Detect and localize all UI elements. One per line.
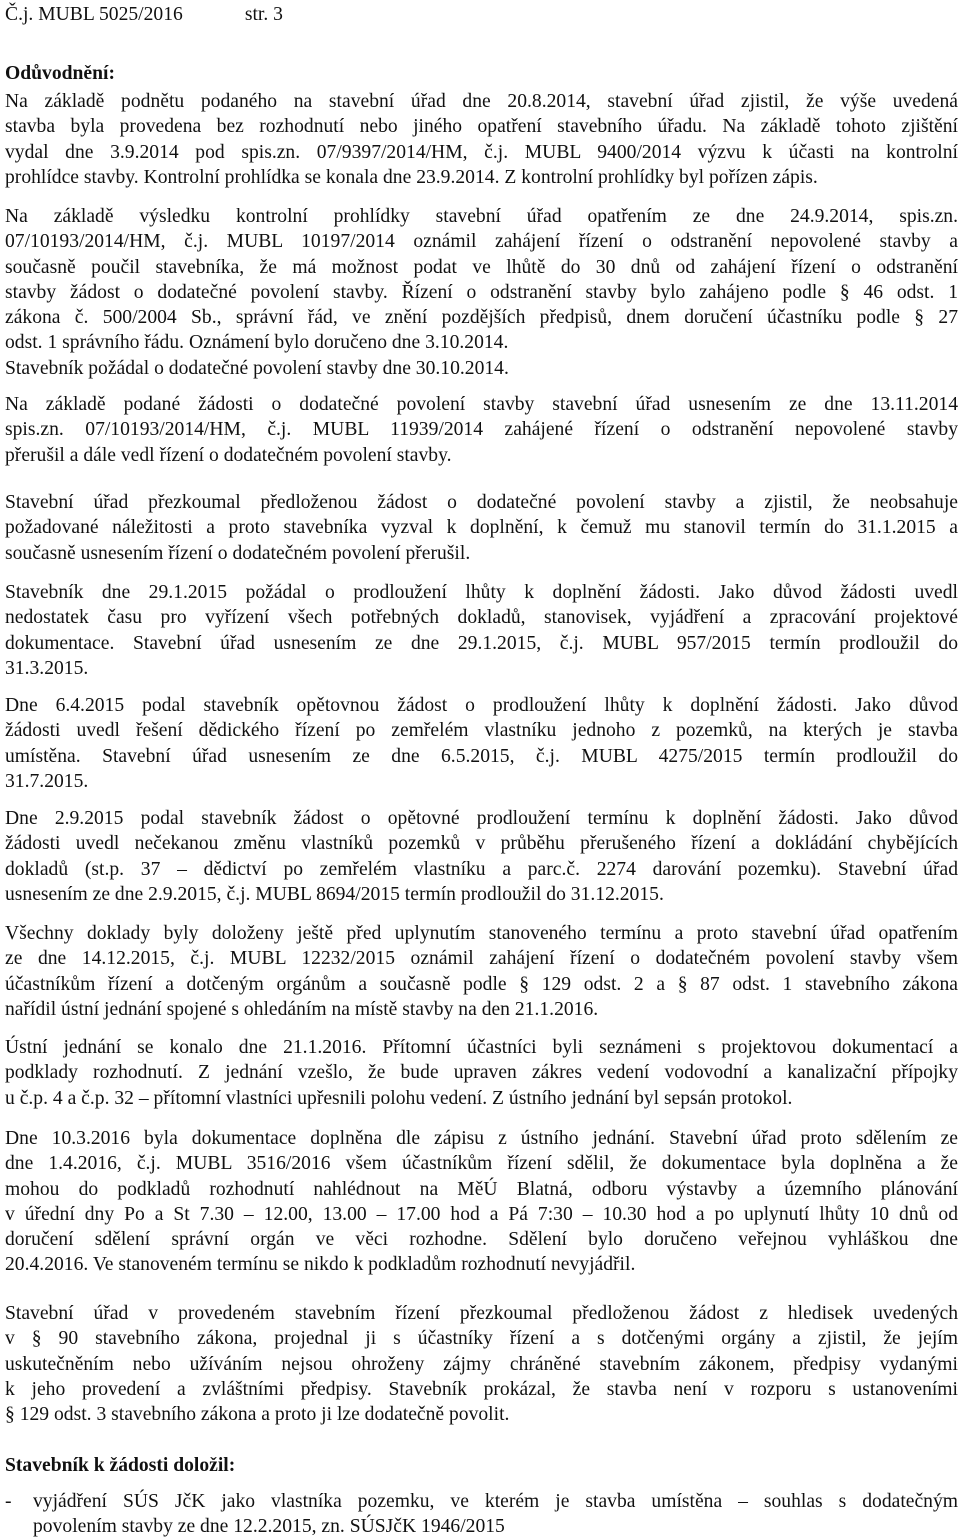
paragraph-line: 07/10193/2014/HM, č.j. MUBL 10197/2014 oznámil zahájení řízení o odstranění nepovolené stavby a: [5, 231, 958, 253]
paragraph-line: žádosti uvedl nečekanou změnu vlastníků pozemků v průběhu přerušeného řízení a dokládání chybějících: [5, 833, 958, 855]
paragraph-line: zákona č. 500/2004 Sb., správní řád, ve znění pozdějších předpisů, dnem doručení účastníku podle § 27: [5, 307, 958, 329]
paragraph-line: v úřední dny Po a St 7.30 – 12.00, 13.00 – 17.00 hod a Pá 7:30 – 10.30 hod a po uplynutí lhůty 10 dnů od: [5, 1203, 958, 1225]
paragraph: [5, 392, 958, 468]
paragraph-line: doručení sdělení správní orgán ve věci rozhodne. Sdělení bylo doručeno veřejnou vyhláškou dne: [5, 1229, 958, 1251]
paragraph: [5, 356, 958, 381]
paragraph: [5, 580, 958, 681]
list-item-line: vyjádření SÚS JčK jako vlastníka pozemku, ve kterém je stavba umístěna – souhlas s dodatečným: [33, 1491, 958, 1512]
paragraph-line: dokumentace. Stavební úřad usnesením ze dne 29.1.2015, č.j. MUBL 957/2015 termín prodloužil do: [5, 632, 958, 654]
paragraph: [5, 693, 958, 794]
paragraph-line: Stavebník požádal o dodatečné povolení stavby dne 30.10.2014.: [5, 358, 509, 379]
paragraph-line: nařídil ústní jednání spojené s ohledáním na místě stavby na den 21.1.2016.: [5, 998, 599, 1020]
paragraph-line: usnesením ze dne 2.9.2015, č.j. MUBL 8694/2015 termín prodloužil do 31.12.2015.: [5, 883, 664, 905]
paragraph-line: Dne 10.3.2016 byla dokumentace doplněna dle zápisu z ústního jednání. Stavební úřad proto sdělením ze: [5, 1128, 958, 1149]
paragraph: [5, 204, 958, 356]
paragraph-line: Dne 6.4.2015 podal stavebník opětovnou žádost o prodloužení lhůty k doplnění žádosti. Jako důvod: [5, 695, 958, 716]
reference-number: Č.j. MUBL 5025/2016: [5, 4, 183, 25]
paragraph-line: mohou do podkladů rozhodnutí nahlédnout na MěÚ Blatná, odboru výstavby a územního plánování: [5, 1178, 958, 1200]
paragraph-line: Ústní jednání se konalo dne 21.1.2016. Přítomní účastníci byli seznámeni s projektovou dokumentací a: [5, 1037, 958, 1058]
paragraph-line: stavba byla provedena bez rozhodnutí nebo jiného opatření stavebního úřadu. Na základě tohoto zjištění: [5, 116, 958, 138]
paragraph-line: uskutečněním nebo užíváním nejsou ohroženy zájmy chráněné stavebním zákonem, předpisy vydanými: [5, 1353, 958, 1375]
page-header: [5, 2, 283, 27]
paragraph-line: ze dne 14.12.2015, č.j. MUBL 12232/2015 oznámil zahájení řízení o dodatečném povolení stavby všem: [5, 948, 958, 970]
paragraph: [5, 490, 958, 566]
paragraph-line: § 129 odst. 3 stavebního zákona a proto ji lze dodatečně povolit.: [5, 1404, 510, 1426]
paragraph-line: současně usnesením řízení o dodatečném povolení přerušil.: [5, 542, 471, 564]
paragraph-line: u č.p. 4 a č.p. 32 – přítomní vlastníci upřesnili polohu vedení. Z ústního jednání byl sepsán protokol.: [5, 1087, 793, 1109]
paragraph-line: stavby žádost o dodatečné povolení stavby. Řízení o odstranění stavby bylo zahájeno podle § 46 odst. 1: [5, 281, 958, 303]
paragraph: [5, 806, 958, 907]
paragraph-line: Na základě podnětu podaného na stavební úřad dne 20.8.2014, stavební úřad zjistil, že výše uvedená: [5, 91, 958, 112]
paragraph-line: dokladů (st.p. 37 – dědictví po zemřelém vlastníku a parc.č. 2274 darování pozemku). Stavební úřad: [5, 858, 958, 880]
paragraph: [5, 89, 958, 190]
paragraph: [5, 1035, 958, 1111]
paragraph-line: 31.7.2015.: [5, 770, 89, 792]
paragraph-line: Na základě výsledku kontrolní prohlídky stavební úřad opatřením ze dne 24.9.2014, spis.zn.: [5, 206, 958, 227]
paragraph-line: nedostatek času pro vyřízení všech potřebných dokladů, stanovisek, vyjádření a zpracování projektové: [5, 607, 958, 629]
list-bullet: -: [5, 1491, 12, 1512]
paragraph-line: účastníkům řízení a dotčeným orgánům a současně podle § 129 odst. 2 a § 87 odst. 1 stavebního zákona: [5, 973, 958, 995]
paragraph: [5, 1126, 958, 1278]
paragraph-line: 31.3.2015.: [5, 657, 89, 679]
paragraph-line: 20.4.2016. Ve stanoveném termínu se nikdo k podkladům rozhodnutí nevyjádřil.: [5, 1254, 636, 1276]
paragraph: [5, 1301, 958, 1427]
paragraph-line: přerušil a dále vedl řízení o dodatečném povolení stavby.: [5, 444, 452, 466]
paragraph-line: spis.zn. 07/10193/2014/HM, č.j. MUBL 11939/2014 zahájené řízení o odstranění nepovolené stavby: [5, 419, 958, 441]
section-heading: Odůvodnění:: [5, 63, 115, 84]
paragraph-line: žádosti uvedl řešení dědického řízení po zemřelém vlastníku jednoho z pozemků, na kterých je stavba: [5, 720, 958, 742]
paragraph-line: podklady rozhodnutí. Z jednání vzešlo, že bude upraven zákres vedení vodovodní a kanalizační přípojky: [5, 1062, 958, 1084]
paragraph-line: Stavební úřad v provedeném stavebním řízení přezkoumal předloženou žádost z hledisek uvedených: [5, 1303, 958, 1324]
paragraph-line: Všechny doklady byly doloženy ještě před uplynutím stanoveného termínu a proto stavební úřad opatřením: [5, 923, 958, 944]
paragraph-line: dne 1.4.2016, č.j. MUBL 3516/2016 všem účastníkům řízení sdělil, že dokumentace byla doplněna a že: [5, 1153, 958, 1175]
paragraph-line: Dne 2.9.2015 podal stavebník žádost o opětovné prodloužení termínu k doplnění žádosti. Jako důvod: [5, 808, 958, 829]
list-item-text: [33, 1489, 958, 1540]
paragraph-line: Stavebník dne 29.1.2015 požádal o prodloužení lhůty k doplnění žádosti. Jako důvod žádosti uvedl: [5, 582, 958, 603]
paragraph-line: požadované náležitosti a proto stavebníka vyzval k doplnění, k čemuž mu stanovil termín do 31.1.2015 a: [5, 517, 958, 539]
list-item-line: povolením stavby ze dne 12.2.2015, zn. SÚSJčK 1946/2015: [33, 1516, 505, 1538]
paragraph-line: Na základě podané žádosti o dodatečné povolení stavby stavební úřad usnesením ze dne 13.11.2014: [5, 394, 958, 415]
paragraph-line: prohlídce stavby. Kontrolní prohlídka se konala dne 23.9.2014. Z kontrolní prohlídky byl pořízen zápis.: [5, 166, 818, 188]
paragraph-line: současně poučil stavebníka, že má možnost podat ve lhůtě do 30 dnů od zahájení řízení o odstranění: [5, 256, 958, 278]
paragraph-line: odst. 1 správního řádu. Oznámení bylo doručeno dne 3.10.2014.: [5, 332, 509, 354]
paragraph-line: v § 90 stavebního zákona, projednal ji s účastníky řízení a s dotčenými orgány a zjistil, že jejím: [5, 1328, 958, 1350]
paragraph-line: vydal dne 3.9.2014 pod spis.zn. 07/9397/2014/HM, č.j. MUBL 9400/2014 výzvu k účasti na kontrolní: [5, 141, 958, 163]
attachments-heading: Stavebník k žádosti doložil:: [5, 1455, 236, 1476]
paragraph-line: umístěna. Stavební úřad usnesením ze dne 6.5.2015, č.j. MUBL 4275/2015 termín prodloužil do: [5, 745, 958, 767]
page-number: str. 3: [244, 4, 283, 25]
paragraph: [5, 921, 958, 1022]
paragraph-line: k jeho provedení a zvláštními předpisy. Stavebník prokázal, že stavba není v rozporu s ustanoveními: [5, 1378, 958, 1400]
paragraph-line: Stavební úřad přezkoumal předloženou žádost o dodatečné povolení stavby a zjistil, že neobsahuje: [5, 492, 958, 513]
